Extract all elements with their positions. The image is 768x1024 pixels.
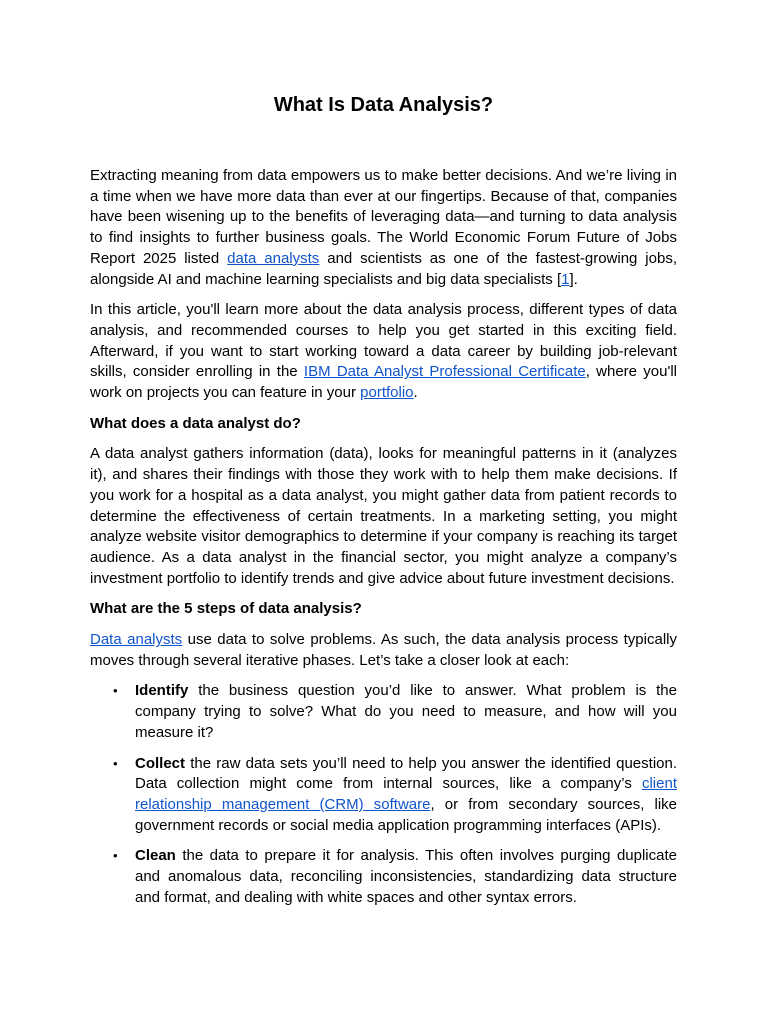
steps-list	[90, 681, 677, 908]
article-body	[90, 166, 677, 909]
intro-text: , where you'll work on projects you can feature in your	[90, 363, 677, 402]
intro-text: In this article, you'll learn more about the data analysis process, different types of data analysis, and recommended courses to help you get started in this exciting field. Afterward, if you want to start working toward a data career by building job-relevant skills, consider enrolling in the	[90, 301, 677, 381]
step-text: , or from secondary sources, like government records or social media application programming interfaces (APIs).	[135, 795, 677, 834]
section-heading-five-steps: What are the 5 steps of data analysis?	[90, 600, 362, 618]
citation-link[interactable]: 1	[561, 270, 570, 288]
step-text: the data to prepare it for analysis. This often involves purging duplicate and anomalous data, reconciling inconsistencies, standardizing data structure and format, and dealing with white spaces and other syntax errors.	[135, 847, 677, 906]
list-item-collect	[135, 754, 677, 837]
crm-software-link[interactable]: client relationship management (CRM) software	[135, 775, 677, 813]
data-analysts-link-2[interactable]: Data analysts	[90, 631, 183, 649]
intro-paragraph-1	[90, 166, 677, 290]
step-term: Collect	[135, 754, 186, 772]
step-term: Clean	[135, 847, 176, 865]
list-item-identify	[135, 681, 677, 743]
steps-intro-text: use data to solve problems. As such, the data analysis process typically moves through several iterative phases. Let’s take a closer look at each:	[90, 631, 677, 669]
page-title: What Is Data Analysis?	[273, 94, 494, 116]
section-heading-data-analyst: What does a data analyst do?	[90, 414, 301, 432]
step-term: Identify	[135, 682, 189, 700]
data-analysts-link[interactable]: data analysts	[227, 249, 320, 267]
list-item-clean	[135, 846, 677, 908]
intro-text: ].	[569, 270, 578, 288]
step-text: the business question you’d like to answer. What problem is the company trying to solve? What do you need to measure, and how will you measure it?	[135, 682, 677, 741]
ibm-certificate-link[interactable]: IBM Data Analyst Professional Certificate	[303, 363, 586, 381]
intro-text: and scientists as one of the fastest-growing jobs, alongside AI and machine learning specialists and big data specialists [	[90, 249, 677, 288]
portfolio-link[interactable]: portfolio	[360, 384, 414, 402]
intro-text: Extracting meaning from data empowers us to make better decisions. And we’re living in a time when we have more data than ever at our fingertips. Because of that, companies have been wisening up to the benefits of leveraging data—and turning to data analysis to find insights to further business goals. The World Economic Forum Future of Jobs Report 2025 listed	[90, 167, 677, 267]
intro-paragraph-2	[90, 300, 677, 404]
intro-text: .	[413, 384, 418, 402]
section-paragraph-data-analyst: A data analyst gathers information (data), looks for meaningful patterns in it (analyzes it), and shares their findings with those they work with to help them make decisions. If you work for a hospital as a data analyst, you might gather data from patient records to determine the effectiveness of certain treatments. In a marketing setting, you might analyze website visitor demographics to determine if your company is reaching its target audience. As a data analyst in the financial sector, you might analyze a company’s investment portfolio to identify trends and give advice about future investment decisions.	[90, 445, 677, 587]
step-text: the raw data sets you’ll need to help you answer the identified question. Data collection might come from internal sources, like a company’s	[135, 754, 677, 793]
section-paragraph-five-steps	[90, 630, 677, 671]
